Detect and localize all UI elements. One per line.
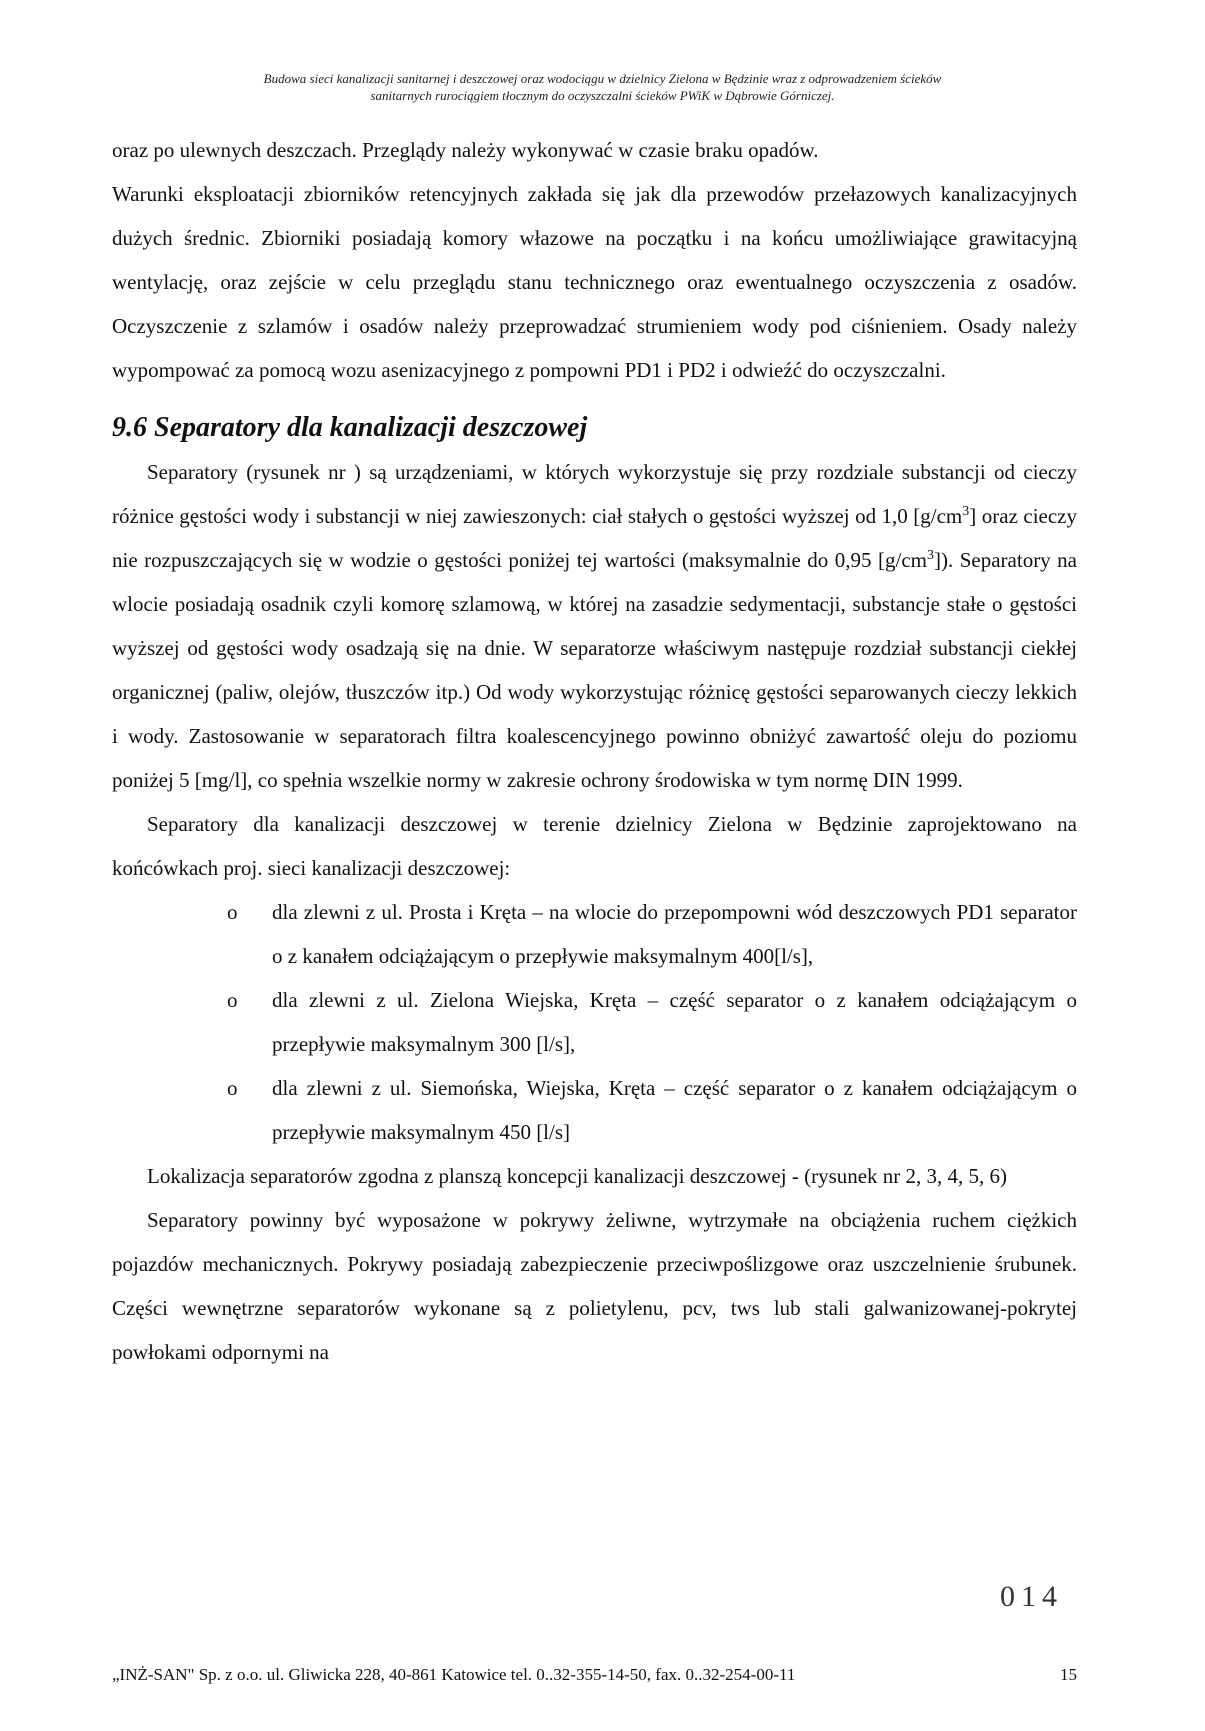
paragraph-covers: Separatory powinny być wyposażone w pokrywy żeliwne, wytrzymałe na obciążenia ruchem ciężkich pojazdów mechanicznych. Pokrywy posiadają zabezpieczenie przeciwpoślizgowe oraz uszczelnienie śrubunek. Części wewnętrzne separatorów wykonane są z polietylenu, pcv, tws lub stali galwanizowanej-pokrytej powłokami odpornymi na <box>112 1208 1077 1364</box>
paragraph-retention-tanks: Warunki eksploatacji zbiorników retencyjnych zakłada się jak dla przewodów przełazowych kanalizacyjnych dużych średnic. Zbiorniki posiadają komory włazowe na początku i na końcu umożliwiające grawitacyjną wentylację, oraz zejście w celu przeglądu stanu technicznego oraz ewentualnego oczyszczenia z osadów. Oczyszczenie z szlamów i osadów należy przeprowadzać strumieniem wody pod ciśnieniem. Osady należy wypompować za pomocą wozu asenizacyjnego z pompowni PD1 i PD2 i odwieźć do oczyszczalni. <box>112 182 1077 382</box>
header-line-1: Budowa sieci kanalizacji sanitarnej i deszczowej oraz wodociągu w dzielnicy Zielona w Będzinie wraz z odprowadzeniem ścieków <box>263 71 942 86</box>
paragraph-separators-design: Separatory dla kanalizacji deszczowej w terenie dzielnicy Zielona w Będzinie zaprojektowano na końcówkach proj. sieci kanalizacji deszczowej: <box>112 812 1077 880</box>
separators-text-a: Separatory (rysunek nr ) są urządzeniami, w których wykorzystuje się przy rozdziale substancji od cieczy różnice gęstości wody i substancji w niej zawieszonych: ciał stałych o gęstości wyższej od 1,0 [g/cm <box>112 460 1077 528</box>
paragraph-continuation: oraz po ulewnych deszczach. Przeglądy należy wykonywać w czasie braku opadów. <box>112 138 819 162</box>
list-item-text: dla zlewni z ul. Siemońska, Wiejska, Kręta – część separator o z kanałem odciążającym o przepływie maksymalnym 450 [l/s] <box>272 1076 1077 1144</box>
separators-text-c: ]). Separatory na wlocie posiadają osadnik czyli komorę szlamową, w której na zasadzie sedymentacji, substancje stałe o gęstości wyższej od gęstości wody osadzają się na dnie. W separatorze właściwym następuje rozdział substancji ciekłej organicznej (paliw, olejów, tłuszczów itp.) Od wody wykorzystując różnicę gęstości separowanych cieczy lekkich i wody. Zastosowanie w separatorach filtra koalescencyjnego powinno obniżyć zawartość oleju do poziomu poniżej 5 [mg/l], co spełnia wszelkie normy w zakresie ochrony środowiska w tym normę DIN 1999. <box>112 548 1077 792</box>
handwritten-page-stamp: 014 <box>1000 1580 1063 1613</box>
header-line-2: sanitarnych rurociągiem tłocznym do oczyszczalni ścieków PWiK w Dąbrowie Górniczej. <box>370 88 835 103</box>
bullet-circle-icon: o <box>227 1076 238 1100</box>
superscript-3: 3 <box>927 548 934 563</box>
paragraph-separators-intro <box>112 450 1077 802</box>
bullet-circle-icon: o <box>227 900 238 924</box>
document-body <box>112 128 1077 1374</box>
paragraph-localization: Lokalizacja separatorów zgodna z planszą koncepcji kanalizacji deszczowej - (rysunek nr 2, 3, 4, 5, 6) <box>147 1164 1008 1188</box>
section-title: 9.6 Separatory dla kanalizacji deszczowej <box>112 412 588 443</box>
superscript-3: 3 <box>962 504 970 519</box>
list-item-text: dla zlewni z ul. Prosta i Kręta – na wlocie do przepompowni wód deszczowych PD1 separator o z kanałem odciążającym o przepływie maksymalnym 400[l/s], <box>272 900 1077 968</box>
page-footer <box>112 1665 1077 1685</box>
page-number: 15 <box>1060 1665 1077 1684</box>
separators-text-b: ] oraz cieczy nie rozpuszczających się w wodzie o gęstości poniżej tej wartości (maksymalnie do 0,95 [g/cm <box>112 504 1077 572</box>
list-item <box>227 978 1077 1066</box>
list-item <box>227 890 1077 978</box>
footer-company-info: „INŻ-SAN" Sp. z o.o. ul. Gliwicka 228, 40-861 Katowice tel. 0..32-355-14-50, fax. 0..32-254-00-11 <box>112 1665 796 1684</box>
list-item-text: dla zlewni z ul. Zielona Wiejska, Kręta – część separator o z kanałem odciążającym o przepływie maksymalnym 300 [l/s], <box>272 988 1077 1056</box>
separator-list <box>112 890 1077 1154</box>
list-item <box>227 1066 1077 1154</box>
bullet-circle-icon: o <box>227 988 238 1012</box>
running-header <box>130 70 1075 104</box>
